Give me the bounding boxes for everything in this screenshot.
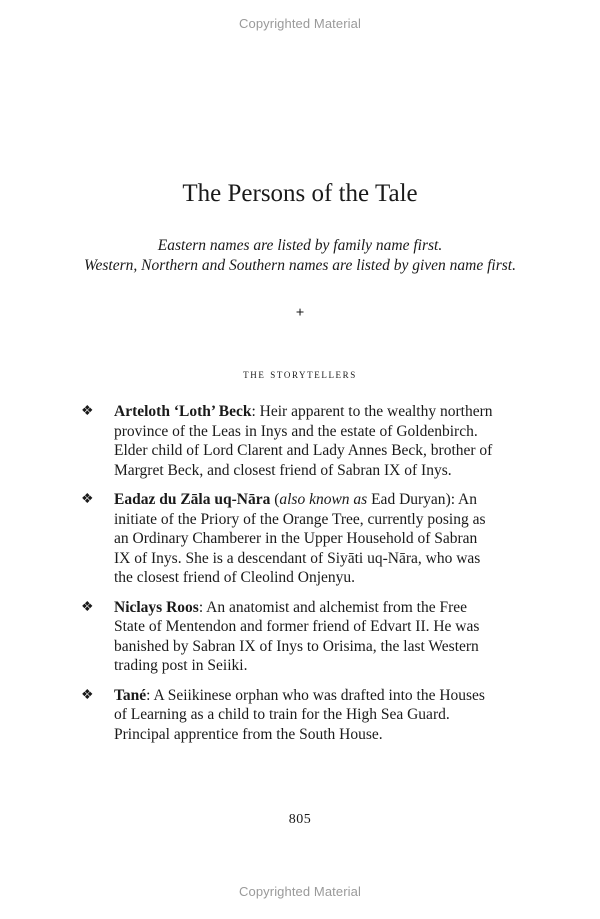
character-entry-text xyxy=(114,686,494,745)
alias-close: ): xyxy=(445,491,456,508)
character-description: A Seiikinese orphan who was drafted into the Houses of Learning as a child to train for the High Sea Guard. Principal apprentice from the South House. xyxy=(114,686,485,743)
character-entry xyxy=(0,490,600,588)
copyright-watermark-top: Copyrighted Material xyxy=(239,16,361,31)
character-entry xyxy=(0,402,600,480)
bullet-icon: ❖ xyxy=(81,599,94,615)
bullet-icon: ❖ xyxy=(81,687,94,703)
character-entry xyxy=(0,686,600,745)
character-name: Tané xyxy=(114,686,147,704)
naming-note-line-1: Eastern names are listed by family name first. xyxy=(157,237,443,254)
naming-note-line-2: Western, Northern and Southern names are listed by given name first. xyxy=(84,257,516,274)
character-entry-text xyxy=(114,490,494,588)
copyright-watermark-bottom: Copyrighted Material xyxy=(239,884,361,899)
character-name: Arteloth ‘Loth’ Beck xyxy=(114,403,252,420)
name-separator: : xyxy=(146,686,151,704)
character-name: Eadaz du Zāla uq-Nāra xyxy=(114,491,271,508)
name-separator: : xyxy=(251,403,256,420)
bullet-icon: ❖ xyxy=(81,404,94,419)
alias-name: Ead Duryan xyxy=(367,491,446,508)
alias-label: also known as xyxy=(279,491,368,508)
bullet-icon: ❖ xyxy=(81,492,94,507)
character-entry xyxy=(0,598,600,676)
page-title: The Persons of the Tale xyxy=(182,180,418,207)
page-number: 805 xyxy=(288,812,312,827)
name-separator: ( xyxy=(270,491,280,508)
section-heading: the storytellers xyxy=(243,366,357,381)
character-description: Heir apparent to the wealthy northern province of the Leas in Inys and the estate of Goldenbirch. Elder child of Lord Clarent and Lady Annes Beck, brother of Margret Beck, and closest friend of Sabran IX of Inys. xyxy=(114,403,493,479)
character-name: Niclays Roos xyxy=(114,598,199,616)
character-description: An anatomist and alchemist from the Free State of Mentendon and former friend of Edvart II. He was banished by Sabran IX of Inys to Orisima, the last Western trading post in Seiiki. xyxy=(114,598,480,674)
character-entry-text xyxy=(114,402,494,480)
section-ornament: + xyxy=(295,305,305,321)
character-list xyxy=(0,402,600,754)
character-entry-text xyxy=(114,598,494,676)
character-description: An initiate of the Priory of the Orange Tree, currently posing as an Ordinary Chamberer in the Upper Household of Sabran IX of Inys. She is a descendant of Siyāti uq-Nāra, who was the closest friend of Cleolind Onjenyu. xyxy=(114,491,486,586)
name-separator: : xyxy=(198,598,204,616)
